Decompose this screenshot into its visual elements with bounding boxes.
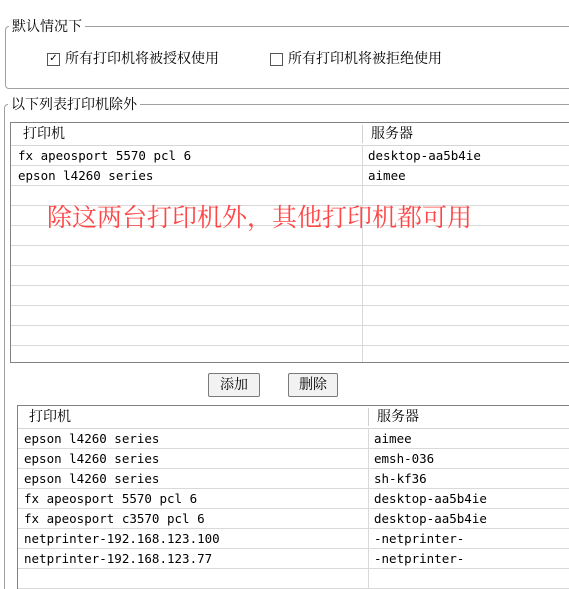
printer-name-cell: epson l4260 series	[18, 168, 154, 183]
annotation-text: 除这两台打印机外，其他打印机都可用	[47, 203, 473, 232]
table-row[interactable]	[11, 146, 569, 166]
table-row[interactable]	[18, 549, 569, 569]
exception-group-title: 以下列表打印机除外	[8, 97, 140, 113]
printer-name-cell: netprinter-192.168.123.100	[24, 531, 220, 546]
available-printers-list[interactable]	[17, 405, 569, 589]
printer-name-cell: netprinter-192.168.123.77	[24, 551, 213, 566]
column-header-server[interactable]: 服务器	[371, 126, 413, 142]
printer-name-cell: epson l4260 series	[24, 471, 160, 486]
table-row[interactable]	[18, 469, 569, 489]
server-name-cell: aimee	[374, 431, 412, 446]
empty-row	[11, 266, 569, 286]
list-rows	[18, 429, 569, 589]
column-header-server[interactable]: 服务器	[377, 409, 419, 425]
printer-name-cell: fx apeosport 5570 pcl 6	[18, 148, 192, 163]
column-header-printer[interactable]: 打印机	[29, 409, 71, 425]
printer-name-cell: fx apeosport c3570 pcl 6	[24, 511, 205, 526]
server-name-cell: emsh-036	[374, 451, 435, 466]
list-header	[11, 123, 569, 146]
deny-all-checkbox[interactable]	[270, 51, 442, 67]
printer-name-cell: epson l4260 series	[24, 431, 160, 446]
default-group-title: 默认情况下	[9, 19, 85, 35]
table-row[interactable]	[18, 449, 569, 469]
printer-name-cell: fx apeosport 5570 pcl 6	[24, 491, 198, 506]
server-name-cell: desktop-aa5b4ie	[374, 511, 487, 526]
checkbox-unchecked-icon	[270, 53, 283, 66]
printer-name-cell: epson l4260 series	[24, 451, 160, 466]
add-button[interactable]: 添加	[208, 373, 260, 397]
empty-row	[18, 569, 569, 589]
server-name-cell: desktop-aa5b4ie	[374, 491, 487, 506]
server-name-cell: aimee	[368, 168, 406, 183]
deny-all-label: 所有打印机将被拒绝使用	[288, 51, 442, 67]
table-row[interactable]	[18, 429, 569, 449]
empty-row	[11, 246, 569, 266]
server-name-cell: sh-kf36	[374, 471, 427, 486]
allow-all-checkbox[interactable]	[47, 51, 219, 67]
column-divider[interactable]	[362, 125, 363, 143]
empty-row	[11, 326, 569, 346]
delete-button[interactable]: 删除	[288, 373, 338, 397]
empty-row	[11, 286, 569, 306]
table-row[interactable]	[11, 166, 569, 186]
list-header	[18, 406, 569, 429]
table-row[interactable]	[18, 529, 569, 549]
table-row[interactable]	[18, 489, 569, 509]
server-name-cell: -netprinter-	[374, 551, 465, 566]
checkbox-checked-icon: ✓	[47, 53, 60, 66]
table-row[interactable]	[18, 509, 569, 529]
column-header-printer[interactable]: 打印机	[23, 126, 65, 142]
column-divider[interactable]	[368, 408, 369, 426]
empty-row	[11, 306, 569, 326]
excepted-printers-list[interactable]	[10, 122, 569, 363]
allow-all-label: 所有打印机将被授权使用	[65, 51, 219, 67]
server-name-cell: desktop-aa5b4ie	[368, 148, 481, 163]
server-name-cell: -netprinter-	[374, 531, 465, 546]
list-rows	[11, 146, 569, 363]
empty-row	[11, 346, 569, 363]
